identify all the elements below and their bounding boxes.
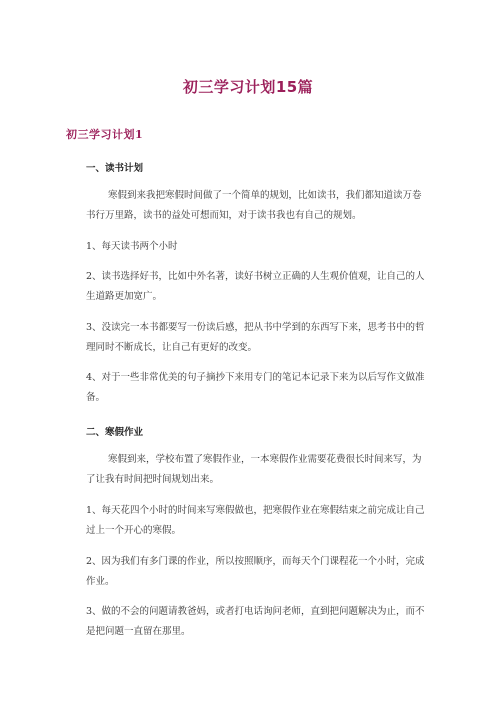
list-item-text: 1、每天花四个小时的时间来写寒假做也，把寒假作业在寒假结束之前完成让自己过上一个开心的寒假。 <box>86 505 425 536</box>
list-item <box>86 501 426 541</box>
heading-winter-homework: 二、寒假作业 <box>86 427 144 438</box>
list-item-text: 3、做的不会的问题请教爸妈，或者打电话询问老师，直到把问题解决为止，而不是把问题一直留在那里。 <box>86 606 425 637</box>
list-item-text: 4、对于一些非常优美的句子摘抄下来用专门的笔记本记录下来为以后写作文做准备。 <box>86 372 425 403</box>
list-item <box>86 267 426 307</box>
paragraph <box>86 450 426 490</box>
list-item <box>86 552 426 592</box>
list-item <box>86 602 426 642</box>
section-title: 初三学习计划1 <box>66 128 144 141</box>
list-item-text: 1、每天读书两个小时 <box>86 241 178 252</box>
list-item-text: 3、没读完一本书都要写一份读后感，把从书中学到的东西写下来，思考书中的哲理同时不断成长，让自己有更好的改变。 <box>86 322 425 353</box>
list-item-text: 2、读书选择好书，比如中外名著，读好书树立正确的人生观价值观，让自己的人生道路更加宽广。 <box>86 271 425 302</box>
paragraph-text: 寒假到来，学校布置了寒假作业，一本寒假作业需要花费很长时间来写，为了让我有时间把时间规划出来。 <box>86 454 422 485</box>
document-title: 初三学习计划15篇 <box>182 78 314 96</box>
list-item <box>86 237 426 257</box>
list-item-text: 2、因为我们有多门课的作业，所以按照顺序，而每天个门课程花一个小时，完成作业。 <box>86 556 425 587</box>
heading-reading-plan: 一、读书计划 <box>86 163 144 174</box>
paragraph-text: 寒假到来我把寒假时间做了一个简单的规划，比如读书，我们都知道读万卷书行万里路，读书的益处可想而知，对于读书我也有自己的规划。 <box>86 190 422 221</box>
list-item <box>86 318 426 358</box>
list-item <box>86 368 426 408</box>
paragraph <box>86 186 426 226</box>
